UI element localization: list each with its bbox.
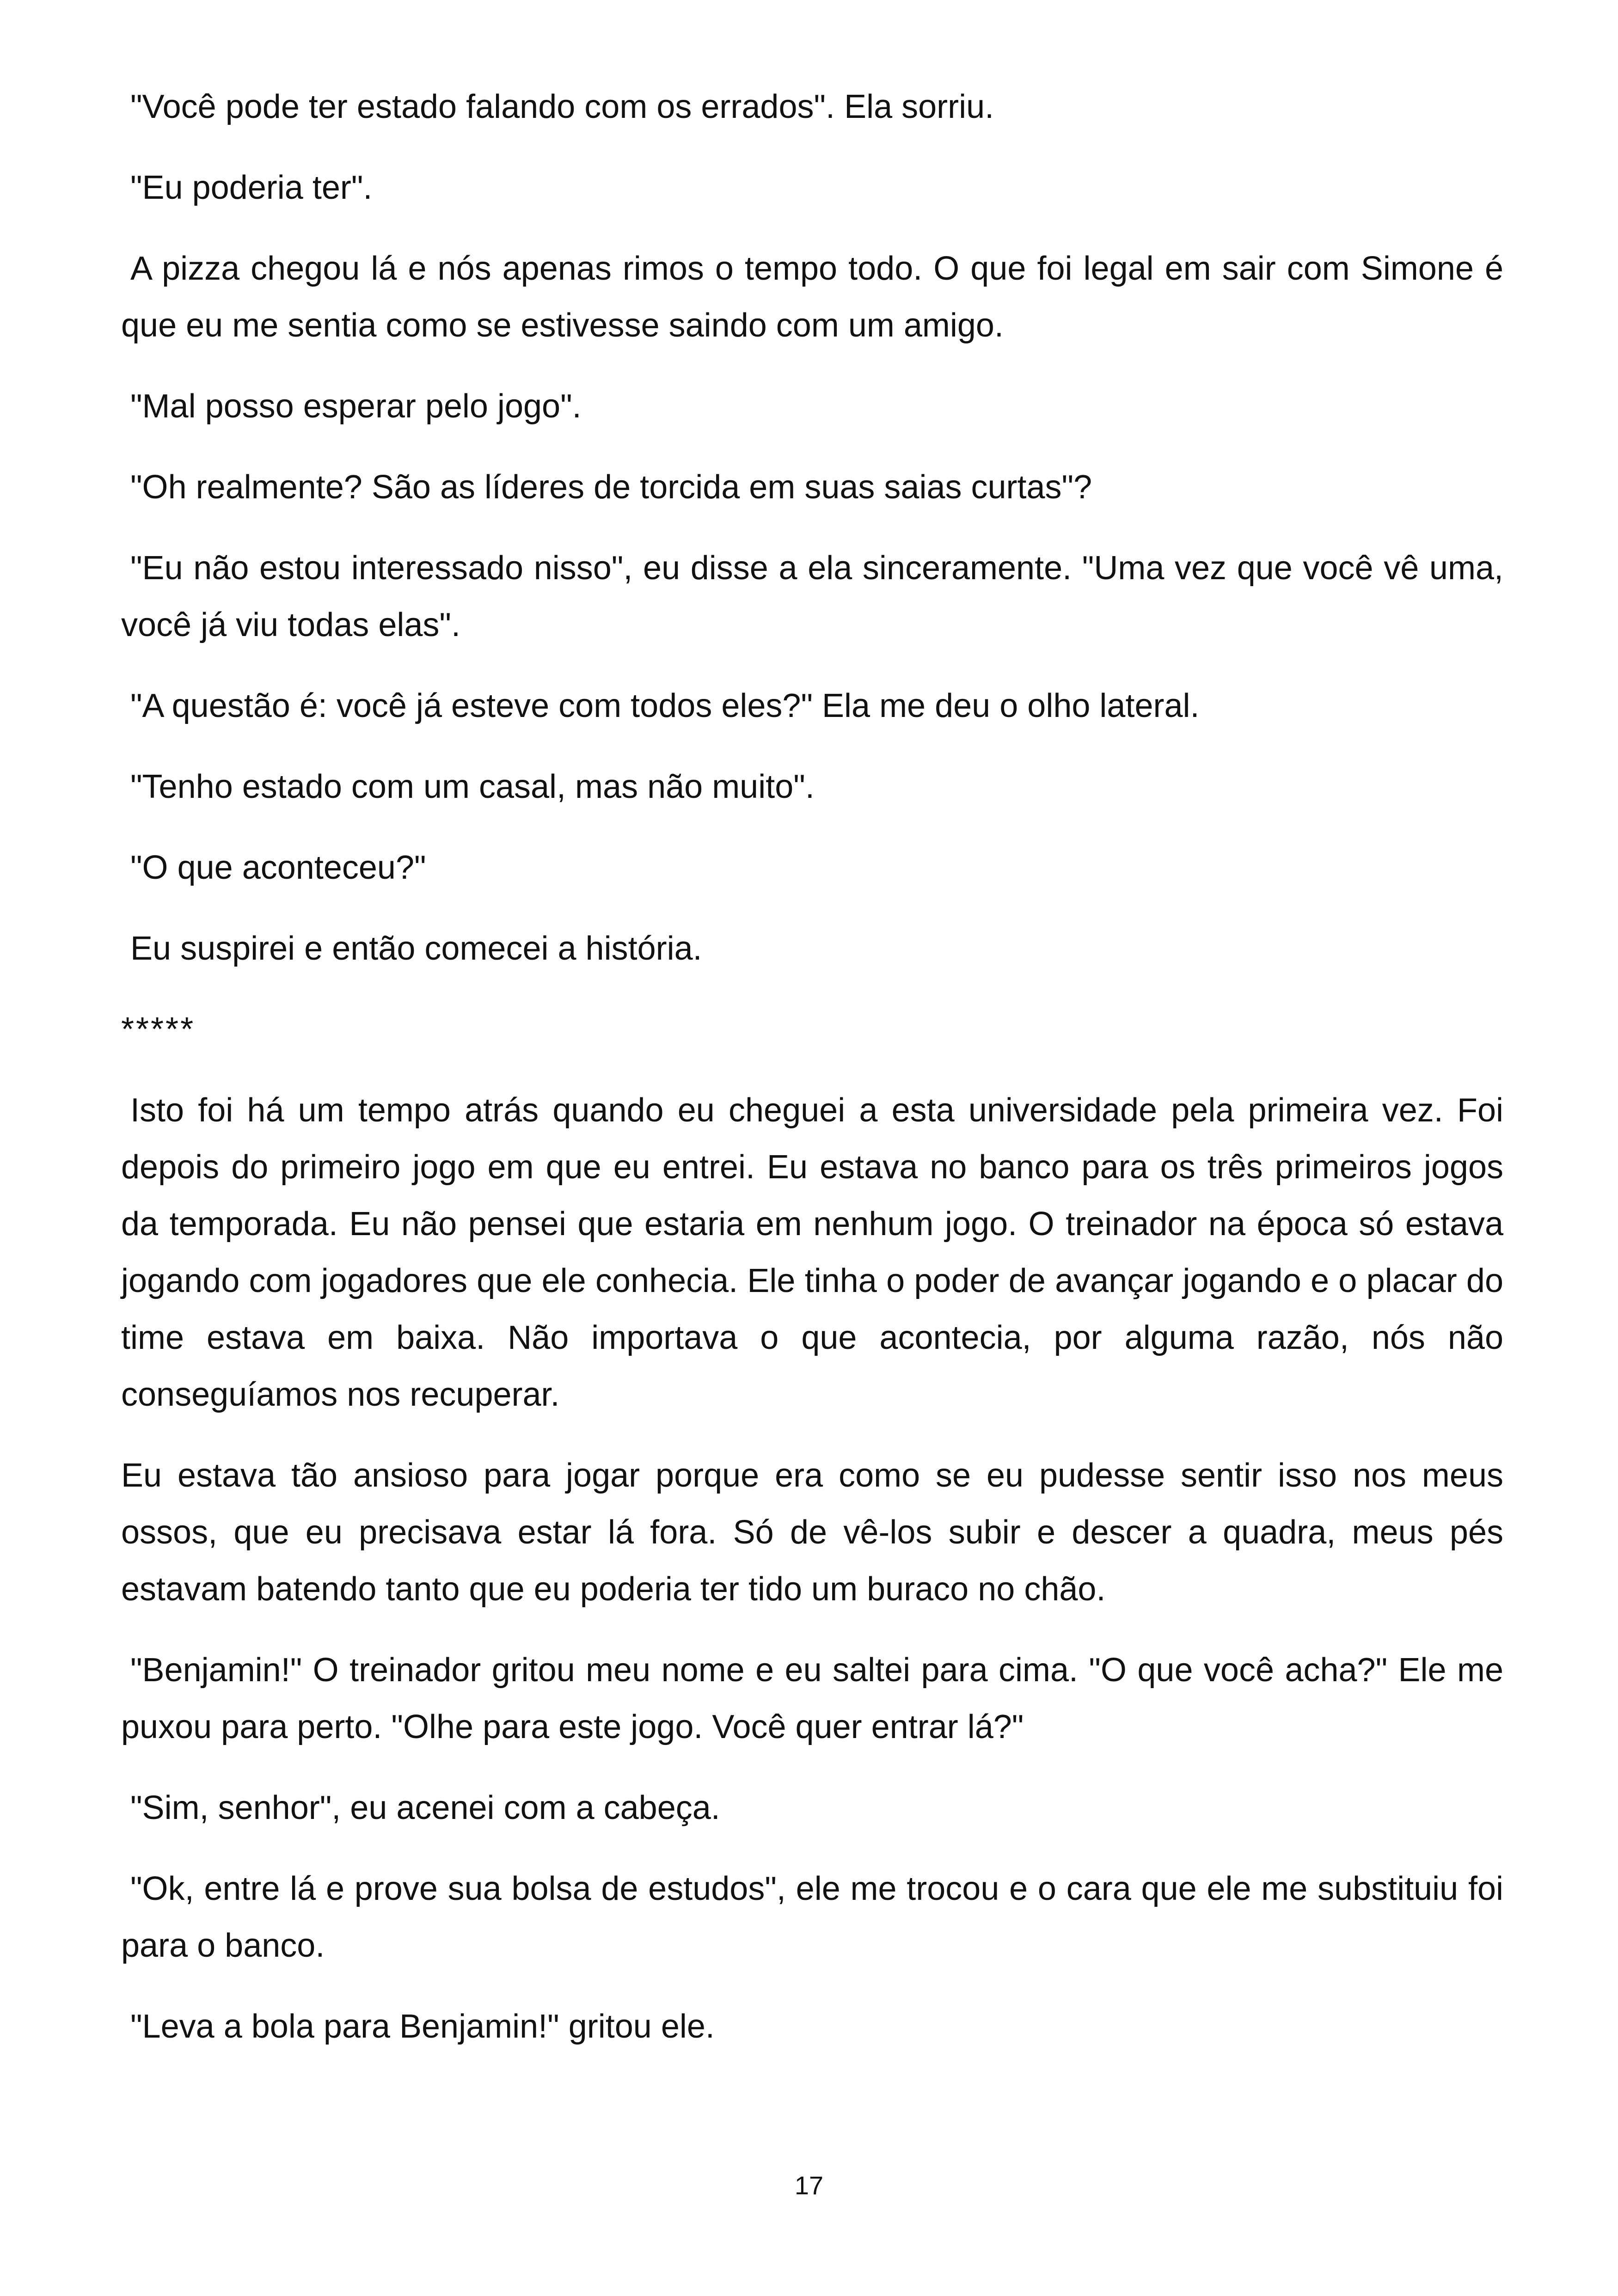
paragraph: "Tenho estado com um casal, mas não muito". <box>130 768 815 805</box>
paragraph: "Eu poderia ter". <box>130 169 373 206</box>
paragraph: "A questão é: você já esteve com todos eles?" Ela me deu o olho lateral. <box>130 687 1200 724</box>
paragraph: A pizza chegou lá e nós apenas rimos o tempo todo. O que foi legal em sair com Simone é que eu me sentia como se estivesse saindo com um amigo. <box>121 250 1503 344</box>
paragraph: "Eu não estou interessado nisso", eu disse a ela sinceramente. "Uma vez que você vê uma, você já viu todas elas". <box>121 550 1503 643</box>
paragraph: "Ok, entre lá e prove sua bolsa de estudos", ele me trocou e o cara que ele me substituiu foi para o banco. <box>121 1870 1503 1964</box>
paragraph: Eu suspirei e então comecei a história. <box>130 930 702 967</box>
paragraph: "Oh realmente? São as líderes de torcida em suas saias curtas"? <box>130 469 1092 506</box>
scene-separator: ***** <box>121 1011 196 1048</box>
paragraph: "O que aconteceu?" <box>130 849 426 886</box>
paragraph: "Benjamin!" O treinador gritou meu nome e eu saltei para cima. "O que você acha?" Ele me puxou para perto. "Olhe para este jogo. Você quer entrar lá?" <box>121 1652 1503 1745</box>
page-number: 17 <box>794 2171 824 2200</box>
paragraph: "Mal posso esperar pelo jogo". <box>130 388 582 425</box>
paragraph: "Você pode ter estado falando com os errados". Ela sorriu. <box>130 88 994 125</box>
paragraph: "Sim, senhor", eu acenei com a cabeça. <box>130 1789 720 1826</box>
paragraph: "Leva a bola para Benjamin!" gritou ele. <box>130 2008 715 2045</box>
paragraph: Isto foi há um tempo atrás quando eu cheguei a esta universidade pela primeira vez. Foi depois do primeiro jogo em que eu entrei. Eu estava no banco para os três primeiros jogos da temporada. Eu não pensei que estaria em nenhum jogo. O treinador na época só estava jogando com jogadores que ele conhecia. Ele tinha o poder de avançar jogando e o placar do time estava em baixa. Não importava o que acontecia, por alguma razão, nós não conseguíamos nos recuperar. <box>121 1092 1503 1413</box>
body-text <box>121 79 1503 2079</box>
paragraph: Eu estava tão ansioso para jogar porque era como se eu pudesse sentir isso nos meus ossos, que eu precisava estar lá fora. Só de vê-los subir e descer a quadra, meus pés estavam batendo tanto que eu poderia ter tido um buraco no chão. <box>121 1457 1503 1608</box>
